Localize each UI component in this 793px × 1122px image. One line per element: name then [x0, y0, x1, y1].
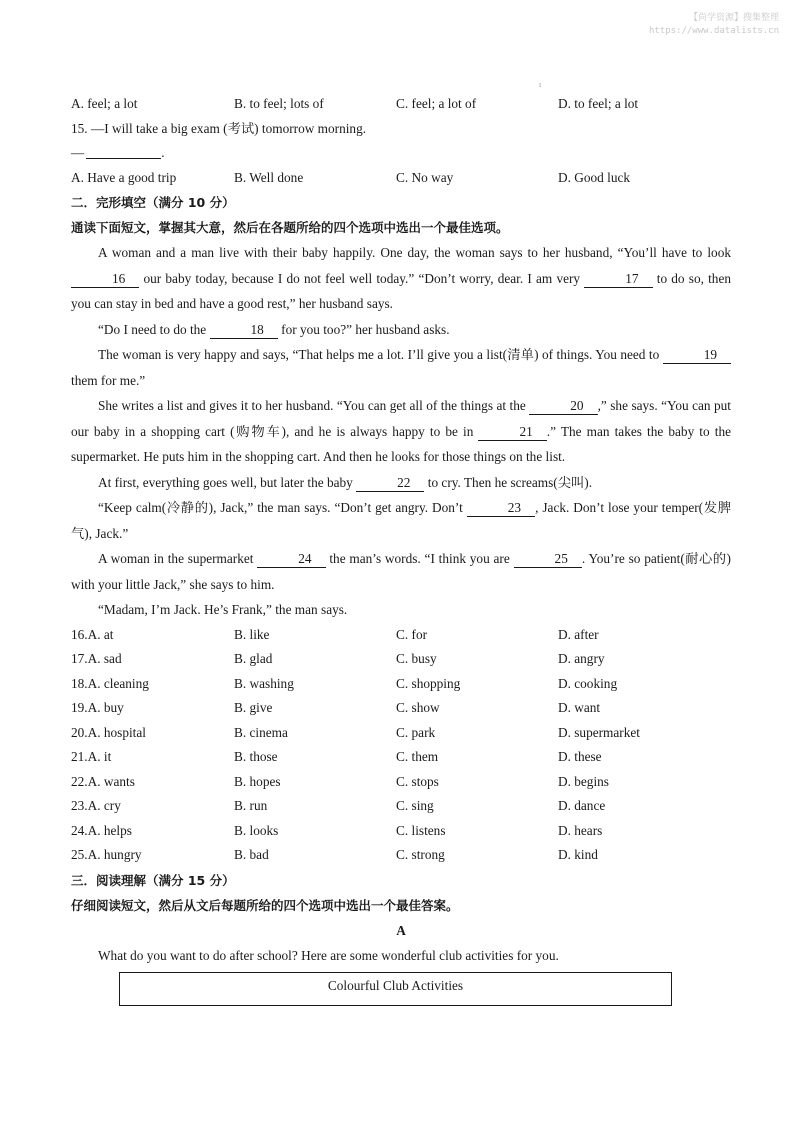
option-b: B. those — [234, 749, 278, 764]
option-d: D. Good luck — [558, 169, 631, 185]
option-a: 23.A. cry — [71, 798, 121, 813]
option-b: B. like — [234, 626, 270, 642]
blank-17: 17 — [584, 271, 652, 288]
watermark-line-1: 【尚学资源】搜集整理 — [688, 13, 779, 23]
option-c: C. feel; a lot of — [396, 96, 477, 111]
paragraph-5 — [71, 470, 731, 496]
option-c: C. shopping — [396, 675, 461, 691]
paragraph-4 — [71, 393, 731, 470]
option-d: D. want — [558, 700, 601, 715]
text: , Jack. Don’t lose your temper(发脾气), Jack.” — [71, 500, 731, 541]
option-a: A. feel; a lot — [71, 96, 138, 111]
option-a: 25.A. hungry — [71, 847, 142, 862]
passage-intro: What do you want to do after school? Here are some wonderful club activities for you. — [98, 947, 559, 963]
option-b: B. glad — [234, 651, 273, 666]
text: for you too?” her husband asks. — [277, 321, 450, 337]
exam-document — [71, 92, 731, 1006]
option-row-17 — [71, 647, 731, 672]
option-b: B. give — [234, 700, 273, 715]
blank-23: 23 — [467, 500, 535, 517]
paragraph-7 — [71, 546, 731, 597]
option-a: 18.A. cleaning — [71, 675, 149, 691]
paragraph-2 — [71, 317, 731, 343]
option-c: C. listens — [396, 822, 446, 838]
answer-blank — [86, 144, 161, 159]
option-c: C. for — [396, 626, 428, 642]
blank-19: 19 — [663, 347, 731, 364]
section-2-instruction: 通读下面短文，掌握其大意，然后在各题所给的四个选项中选出一个最佳选项。 — [71, 220, 509, 235]
paragraph-6 — [71, 495, 731, 546]
q14-options — [71, 92, 731, 117]
option-c: C. stops — [396, 773, 439, 789]
text: .” The man takes the baby to the supermarket. He puts him in the shopping cart. And then he looks for those things on the list. — [71, 423, 731, 464]
text: to do so, then you can stay in bed and have a good rest,” her husband says. — [71, 270, 731, 311]
option-row-21 — [71, 745, 731, 770]
passage-label: A — [396, 922, 406, 938]
option-b: B. hopes — [234, 773, 281, 789]
text: them for me.” — [71, 372, 146, 388]
table-title: Colourful Club Activities — [327, 978, 464, 993]
option-b: B. run — [234, 798, 268, 813]
option-a: 20.A. hospital — [71, 724, 146, 740]
option-a: A. Have a good trip — [71, 169, 177, 185]
option-row-22 — [71, 770, 731, 795]
paragraph-8: “Madam, I’m Jack. He’s Frank,” the man says. — [98, 602, 348, 617]
option-c: C. sing — [396, 798, 434, 813]
option-b: B. cinema — [234, 724, 288, 740]
cloze-options — [71, 623, 731, 868]
text: At first, everything goes well, but later the baby — [98, 474, 357, 490]
q15-options — [71, 166, 731, 191]
section-3-title: 三．阅读理解（满分 15 分） — [71, 872, 235, 888]
page-mark: ı — [539, 80, 542, 89]
option-d: D. supermarket — [558, 724, 640, 740]
q15-reply — [71, 141, 731, 166]
text: She writes a list and gives it to her husband. “You can get all of the things at the — [98, 398, 530, 413]
option-b: B. bad — [234, 847, 269, 862]
text: the man’s words. “I think you are — [325, 551, 514, 566]
option-d: D. kind — [558, 847, 598, 862]
watermark — [649, 12, 779, 38]
watermark-url: https://www.datalists.cn — [648, 26, 779, 36]
option-row-16 — [71, 623, 731, 648]
option-c: C. them — [396, 749, 439, 764]
text: our baby today, because I do not feel well today.” “Don’t worry, dear. I am very — [139, 270, 585, 286]
option-row-25 — [71, 843, 731, 868]
option-row-24 — [71, 819, 731, 844]
option-row-18 — [71, 672, 731, 697]
paragraph-1 — [71, 240, 731, 317]
blank-21: 21 — [478, 424, 546, 441]
option-row-20 — [71, 721, 731, 746]
option-c: C. park — [396, 724, 436, 740]
option-a: 16.A. at — [71, 626, 114, 642]
blank-24: 24 — [257, 551, 325, 568]
section-3-instruction: 仔细阅读短文，然后从文后每题所给的四个选项中选出一个最佳答案。 — [71, 897, 459, 913]
option-row-19 — [71, 696, 731, 721]
blank-22: 22 — [356, 475, 424, 492]
blank-18: 18 — [210, 322, 278, 339]
option-b: B. to feel; lots of — [234, 96, 324, 111]
reply-period: . — [161, 145, 165, 160]
reply-dash: — — [71, 145, 85, 160]
option-c: C. show — [396, 700, 440, 715]
blank-25: 25 — [514, 551, 582, 568]
text: “Do I need to do the — [98, 321, 210, 337]
option-row-23 — [71, 794, 731, 819]
club-activities-table — [119, 972, 672, 1006]
option-a: 21.A. it — [71, 749, 112, 764]
option-d: D. angry — [558, 651, 605, 666]
blank-20: 20 — [529, 398, 597, 415]
cloze-passage — [71, 240, 731, 623]
text: ,” she says. “You can put our baby in a shopping cart (购物车), and he is always happy to be in — [71, 398, 731, 439]
option-b: B. washing — [234, 675, 294, 691]
option-a: 19.A. buy — [71, 700, 124, 715]
option-d: D. after — [558, 626, 599, 642]
option-d: D. dance — [558, 798, 606, 813]
option-a: 24.A. helps — [71, 822, 132, 838]
option-d: D. hears — [558, 822, 603, 838]
option-c: C. busy — [396, 651, 437, 666]
text: The woman is very happy and says, “That helps me a lot. I’ll give you a list(清单) of things. You need to — [98, 347, 663, 362]
paragraph-3 — [71, 342, 731, 393]
text: . You’re so patient(耐心的) with your little Jack,” she says to him. — [71, 551, 731, 592]
text: to cry. Then he screams(尖叫). — [424, 474, 593, 490]
option-c: C. strong — [396, 847, 445, 862]
option-d: D. cooking — [558, 675, 618, 691]
q15-stem: 15. —I will take a big exam (考试) tomorrow morning. — [71, 120, 367, 136]
text: “Keep calm(冷静的), Jack,” the man says. “Don’t get angry. Don’t — [98, 500, 467, 515]
option-a: 17.A. sad — [71, 651, 122, 666]
blank-16: 16 — [71, 271, 139, 288]
section-2-title: 二．完形填空（满分 10 分） — [71, 195, 235, 210]
option-d: D. begins — [558, 773, 609, 789]
option-b: B. Well done — [234, 169, 304, 185]
text: A woman and a man live with their baby happily. One day, the woman says to her husband, “You’ll have to look — [98, 245, 731, 260]
option-d: D. to feel; a lot — [558, 96, 639, 111]
option-c: C. No way — [396, 169, 454, 185]
option-a: 22.A. wants — [71, 773, 135, 789]
option-b: B. looks — [234, 822, 279, 838]
text: A woman in the supermarket — [98, 551, 258, 566]
option-d: D. these — [558, 749, 602, 764]
